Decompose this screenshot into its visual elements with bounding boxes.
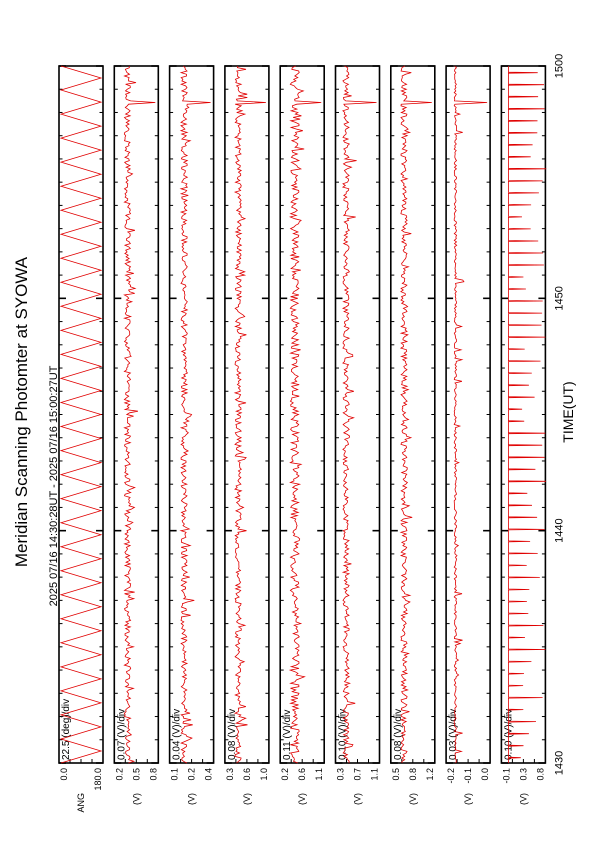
panel-7 [391, 66, 435, 805]
panel-4 [225, 66, 269, 805]
series-name-label: (V) [186, 793, 197, 805]
scale-label: 0.03 (V)/div [448, 708, 460, 760]
y-tick-label: 0.0 [480, 768, 491, 781]
y-tick-label: -0.1 [463, 768, 474, 784]
scale-label: 0.10 (V)/div [503, 708, 515, 760]
series-name-label: (V) [463, 793, 474, 805]
panel-3 [170, 66, 214, 805]
panel-frame [59, 66, 103, 763]
y-tick-label: 0.2 [186, 768, 197, 781]
y-tick-label: 1.0 [258, 768, 269, 781]
series-line [124, 66, 155, 763]
y-tick-label: 0.6 [297, 768, 308, 781]
panel-6 [336, 66, 380, 805]
y-tick-label: 0.3 [518, 768, 529, 781]
x-tick-label: 1500 [553, 53, 566, 79]
series-line [343, 66, 377, 763]
y-tick-label: 1.1 [314, 768, 325, 781]
x-tick-label: 1450 [553, 286, 566, 311]
panel-frame [336, 66, 380, 763]
scale-label: 22.5 (deg)/div [61, 698, 72, 760]
chart-subtitle: 2025 07/16 14:30:28UT - 2025 07/16 15:00:27UT [48, 365, 60, 607]
panel-frame [225, 66, 269, 763]
y-tick-label: 180.0 [93, 768, 103, 791]
series-name-label: (V) [352, 793, 363, 805]
y-tick-label: 0.0 [59, 768, 69, 781]
panels-group [59, 66, 546, 813]
panel-1 [59, 66, 103, 813]
panel-9 [501, 66, 546, 805]
y-tick-label: 0.1 [169, 768, 180, 781]
y-tick-label: 1.2 [424, 768, 435, 781]
y-tick-label: 0.3 [224, 768, 235, 781]
y-tick-label: 0.8 [535, 768, 546, 781]
series-line [290, 66, 321, 763]
panel-frame [280, 66, 324, 763]
series-line [61, 66, 101, 763]
y-tick-label: 0.6 [241, 768, 252, 781]
y-tick-label: 0.8 [407, 768, 418, 781]
y-tick-label: 0.3 [335, 768, 346, 781]
chart-title: Meridian Scanning Photomter at SYOWA [12, 256, 31, 568]
panel-frame [446, 66, 490, 763]
series-name-label: (V) [407, 793, 418, 805]
panel-frame [391, 66, 435, 763]
scale-label: 0.10 (V)/div [337, 708, 349, 760]
y-tick-label: 0.8 [148, 768, 159, 781]
panel-frame [114, 66, 158, 763]
x-axis-label: TIME(UT) [560, 381, 576, 443]
y-tick-label: -0.2 [446, 768, 457, 784]
panel-8 [446, 66, 490, 805]
panel-5 [280, 66, 324, 805]
y-tick-label: -0.1 [501, 768, 512, 784]
scale-label: 0.07 (V)/div [116, 708, 128, 760]
series-line [401, 66, 432, 763]
scale-label: 0.08 (V)/div [226, 708, 238, 760]
series-name-label: (V) [241, 793, 252, 805]
y-tick-label: 0.4 [203, 768, 214, 781]
panel-2 [114, 66, 158, 805]
scale-label: 0.11 (V)/div [282, 709, 294, 760]
x-tick-label: 1430 [553, 750, 566, 776]
scale-label: 0.04 (V)/div [171, 708, 183, 760]
y-tick-label: 0.2 [114, 768, 125, 781]
scale-label: 0.08 (V)/div [392, 708, 404, 760]
series-name-label: (V) [518, 793, 529, 805]
y-tick-label: 0.2 [280, 768, 291, 781]
y-tick-label: 0.5 [390, 768, 401, 781]
series-name-label: (V) [297, 793, 308, 805]
y-tick-label: 1.1 [369, 768, 380, 781]
series-line [181, 66, 211, 763]
y-tick-label: 0.5 [131, 768, 142, 781]
series-line [235, 66, 266, 763]
series-name-label: (V) [131, 793, 142, 805]
x-tick-label: 1440 [553, 518, 566, 543]
y-tick-label: 0.7 [352, 768, 363, 781]
series-line [454, 66, 487, 763]
series-name-label: ANG [76, 793, 86, 813]
series-line [508, 66, 546, 763]
